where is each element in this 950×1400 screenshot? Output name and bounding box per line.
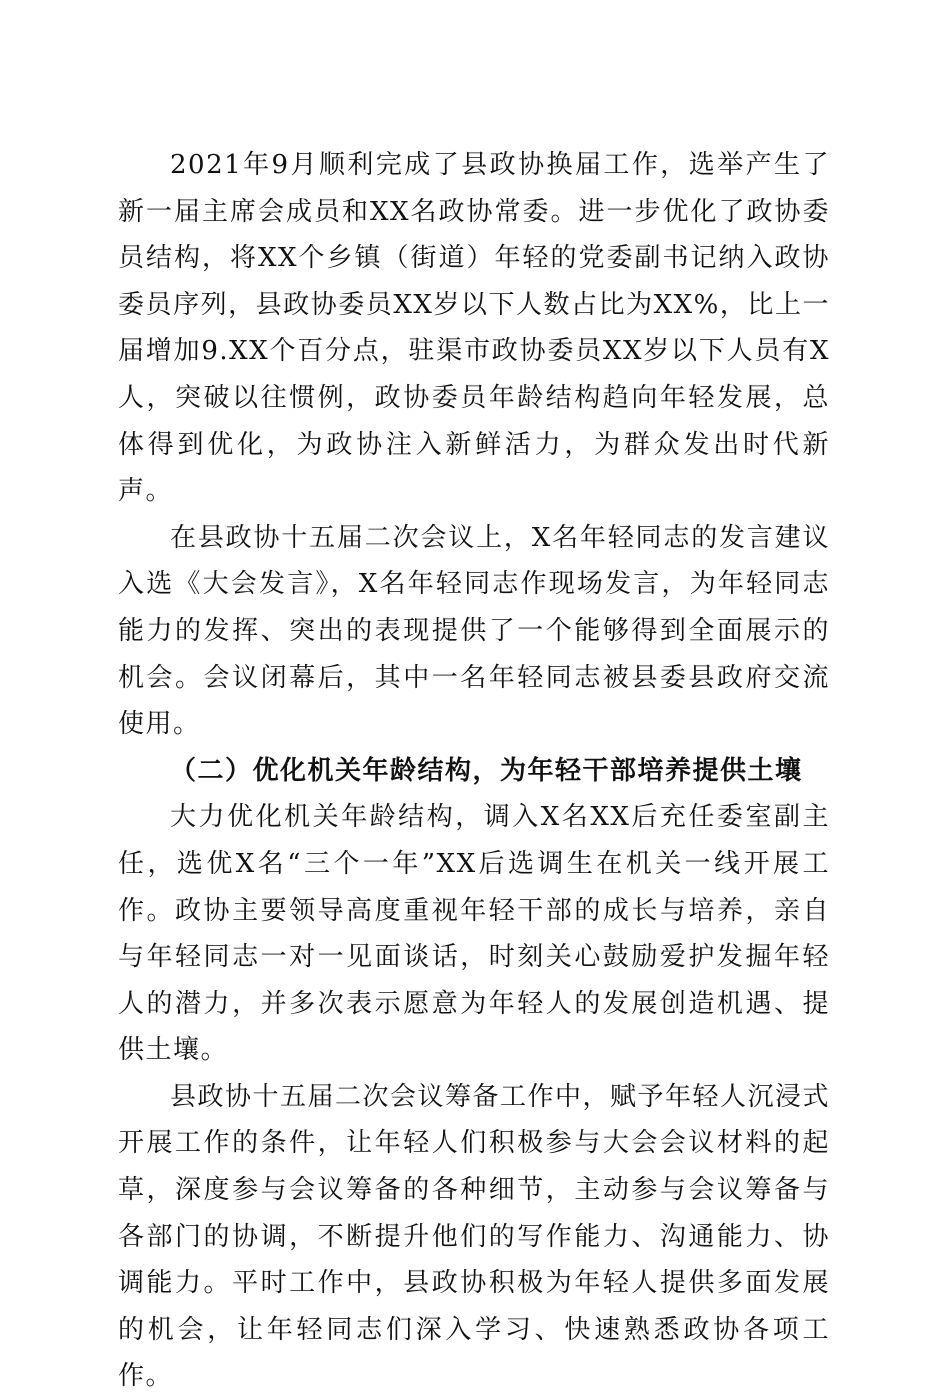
- document-body: [118, 142, 830, 1400]
- paragraph-conference-preparation: 县政协十五届二次会议筹备工作中，赋予年轻人沉浸式开展工作的条件，让年轻人们积极参与大会会议材料的起草，深度参与会议筹备的各种细节，主动参与会议筹备与各部门的协调，不断提升他们的写作能力、沟通能力、协调能力。平时工作中，县政协积极为年轻人提供多面发展的机会，让年轻同志们深入学习、快速熟悉政协各项工作。: [118, 1081, 831, 1392]
- paragraph-age-structure: 大力优化机关年龄结构，调入X名XX后充任委室副主任，选优X名“三个一年”XX后选调生在机关一线开展工作。政协主要领导高度重视年轻干部的成长与培养，亲自与年轻同志一对一见面谈话，时刻关心鼓励爱护发掘年轻人的潜力，并多次表示愿意为年轻人的发展创造机遇、提供土壤。: [118, 802, 830, 1066]
- paragraph-conference-speeches: 在县政协十五届二次会议上，X名年轻同志的发言建议入选《大会发言》，X名年轻同志作现场发言，为年轻同志能力的发挥、突出的表现提供了一个能够得到全面展示的机会。会议闭幕后，其中一名年轻同志被县委县政府交流使用。: [118, 522, 830, 740]
- paragraph-election-results: 2021年9月顺利完成了县政协换届工作，选举产生了新一届主席会成员和XX名政协常委。进一步优化了政协委员结构，将XX个乡镇（街道）年轻的党委副书记纳入政协委员序列，县政协委员XX岁以下人数占比为XX%，比上一届增加9.XX个百分点，驻渠市政协委员XX岁以下人员有X人，突破以往惯例，政协委员年龄结构趋向年轻发展，总体得到优化，为政协注入新鲜活力，为群众发出时代新声。: [118, 150, 830, 507]
- section-heading: （二）优化机关年龄结构，为年轻干部培养提供土壤: [170, 755, 803, 786]
